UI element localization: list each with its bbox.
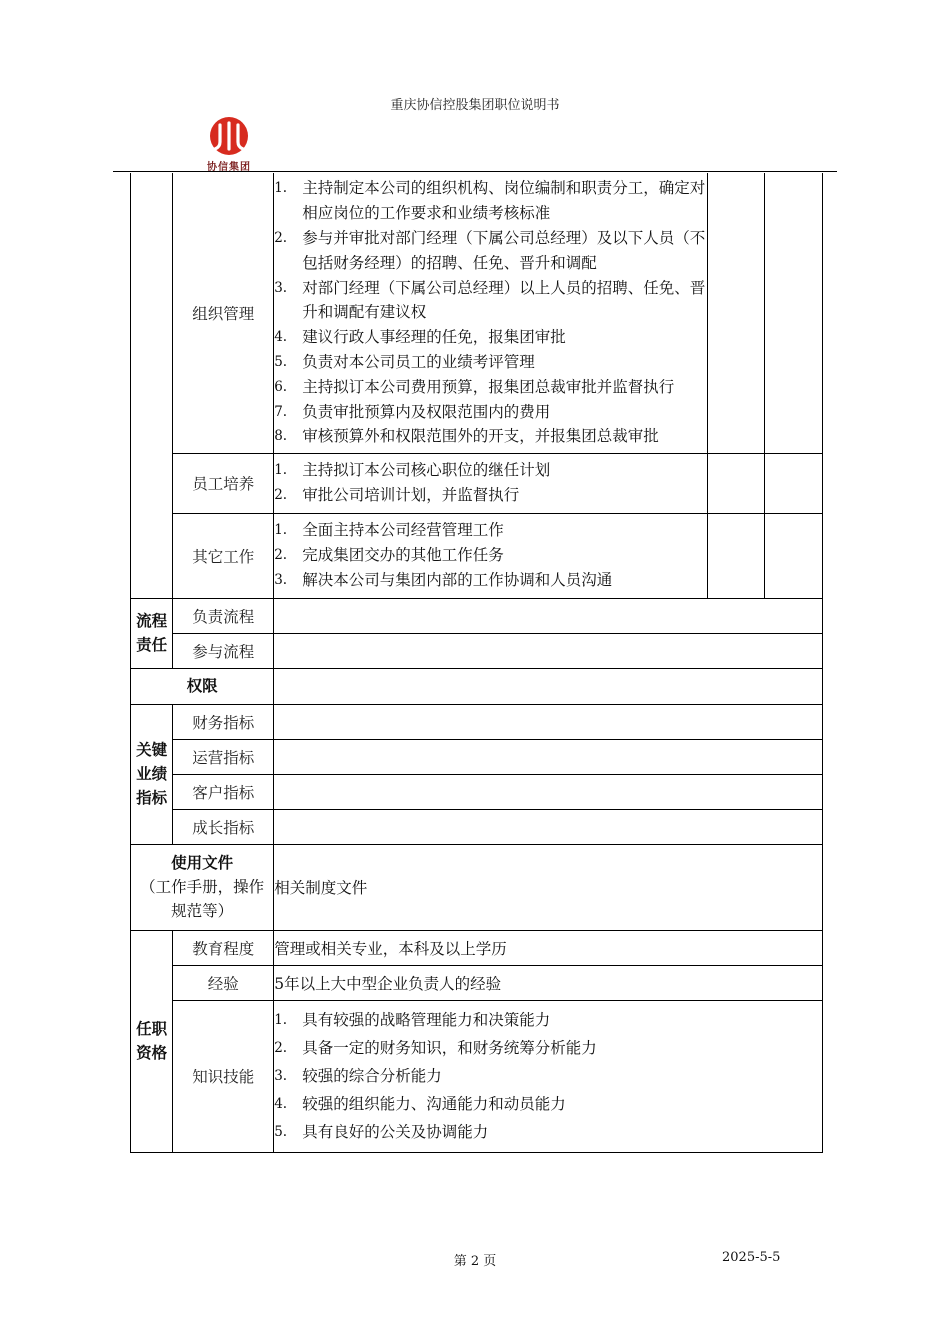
list-item: 2. 审批公司培训计划，并监督执行 [274, 486, 520, 504]
kpi-row [131, 739, 823, 774]
process-label: 参与流程 [173, 633, 274, 668]
list-item: 1. 主持制定本公司的组织机构、岗位编制和职责分工，确定对相应岗位的工作要求和业绩考核标准 [274, 179, 706, 223]
list-item: 1. 主持拟订本公司核心职位的继任计划 [274, 461, 551, 480]
process-value [274, 598, 823, 633]
process-row-responsible [131, 598, 823, 633]
list-item: 2. 具备一定的财务知识，和财务统筹分析能力 [274, 1039, 597, 1057]
kpi-label: 成长指标 [173, 809, 274, 844]
skills-content [274, 1000, 823, 1152]
duty-row-other [131, 513, 823, 598]
education-value: 管理或相关专业，本科及以上学历 [274, 930, 823, 965]
qualification-group-label: 任职资格 [131, 930, 173, 1152]
kpi-row [131, 774, 823, 809]
kpi-value [274, 809, 823, 844]
duty-content [274, 453, 708, 513]
authority-row [131, 668, 823, 704]
skills-row [131, 1000, 823, 1152]
empty-cell [765, 453, 823, 513]
list-item: 6. 主持拟订本公司费用预算，报集团总裁审批并监督执行 [274, 377, 675, 396]
empty-cell [707, 453, 764, 513]
empty-cell [707, 173, 764, 453]
list-item: 3. 较强的综合分析能力 [274, 1067, 442, 1085]
authority-label: 权限 [131, 668, 274, 704]
process-row-participate [131, 633, 823, 668]
list-item: 1. 具有较强的战略管理能力和决策能力 [274, 1011, 551, 1029]
kpi-label: 客户指标 [173, 774, 274, 809]
list-item: 3. 对部门经理（下属公司总经理）以上人员的招聘、任免、晋升和调配有建议权 [274, 278, 706, 322]
kpi-label: 运营指标 [173, 739, 274, 774]
kpi-label: 财务指标 [173, 704, 274, 739]
duty-content [274, 513, 708, 598]
job-description-table [130, 173, 823, 1153]
list-item: 5. 负责对本公司员工的业绩考评管理 [274, 352, 535, 371]
kpi-row [131, 809, 823, 844]
list-item: 2. 参与并审批对部门经理（下属公司总经理）及以下人员（不包括财务经理）的招聘、任免、晋升和调配 [274, 228, 706, 272]
documents-label-note: （工作手册，操作规范等） [140, 878, 265, 920]
logo-text: 协信集团 [207, 162, 251, 173]
authority-value [274, 668, 823, 704]
duty-label: 员工培养 [173, 453, 274, 513]
empty-cell [765, 173, 823, 453]
duty-group-cell [131, 173, 173, 598]
list-item: 4. 较强的组织能力、沟通能力和动员能力 [274, 1095, 566, 1113]
duty-row-training [131, 453, 823, 513]
header-rule [113, 171, 837, 172]
process-group-label: 流程责任 [131, 598, 173, 668]
kpi-value [274, 739, 823, 774]
kpi-value [274, 774, 823, 809]
duty-content [274, 173, 708, 453]
list-item: 5. 具有良好的公关及协调能力 [274, 1123, 489, 1141]
logo-mark-icon [206, 116, 252, 156]
skills-label: 知识技能 [173, 1000, 274, 1152]
kpi-group-label: 关键业绩指标 [131, 704, 173, 844]
empty-cell [765, 513, 823, 598]
duty-row-org [131, 173, 823, 453]
list-item: 8. 审核预算外和权限范围外的开支，并报集团总裁审批 [274, 427, 659, 446]
document-title: 重庆协信控股集团职位说明书 [390, 98, 560, 113]
list-item: 7. 负责审批预算内及权限范围内的费用 [274, 402, 551, 421]
experience-label: 经验 [173, 965, 274, 1000]
documents-row [131, 844, 823, 930]
footer-date: 2025-5-5 [722, 1250, 781, 1265]
experience-row [131, 965, 823, 1000]
company-logo [200, 116, 258, 172]
kpi-row [131, 704, 823, 739]
process-label: 负责流程 [173, 598, 274, 633]
process-value [274, 633, 823, 668]
duty-label: 组织管理 [173, 173, 274, 453]
documents-value: 相关制度文件 [274, 844, 823, 930]
education-row [131, 930, 823, 965]
list-item: 2. 完成集团交办的其他工作任务 [274, 546, 504, 565]
list-item: 1. 全面主持本公司经营管理工作 [274, 521, 504, 540]
experience-value: 5年以上大中型企业负责人的经验 [274, 965, 823, 1000]
empty-cell [707, 513, 764, 598]
kpi-value [274, 704, 823, 739]
page-number: 第 2 页 [453, 1254, 497, 1269]
documents-label-title: 使用文件 [171, 854, 234, 872]
documents-label [131, 844, 274, 930]
list-item: 3. 解决本公司与集团内部的工作协调和人员沟通 [274, 570, 613, 589]
education-label: 教育程度 [173, 930, 274, 965]
duty-label: 其它工作 [173, 513, 274, 598]
list-item: 4. 建议行政人事经理的任免，报集团审批 [274, 328, 566, 347]
